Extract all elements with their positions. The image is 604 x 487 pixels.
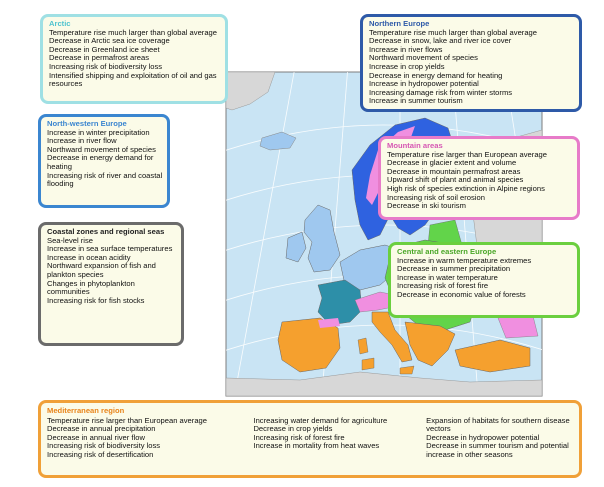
list-item: Decrease in summer tourism and potential increase in other seasons (426, 441, 569, 459)
central-eastern-europe-panel (388, 242, 580, 318)
mountain-areas-list (387, 151, 573, 211)
list-item: Increase in winter precipitation (47, 127, 150, 137)
list-item: Increasing risk of soil erosion (387, 192, 485, 202)
north-western-europe-title: North-western Europe (47, 119, 127, 128)
list-item: Increase in river flow (47, 136, 117, 146)
list-item: Increase in water temperature (397, 272, 498, 282)
list-item: Decrease in economic value of forests (397, 289, 526, 299)
mediterranean-columns (47, 417, 575, 460)
coastal-zones-panel (38, 222, 184, 346)
mediterranean-list-2 (253, 417, 418, 460)
mediterranean-panel (38, 400, 582, 478)
list-item: Increase in hydropower potential (369, 79, 479, 89)
northern-europe-panel (360, 14, 582, 112)
list-item: Increasing water demand for agriculture (253, 415, 388, 425)
list-item: Increasing risk of forest fire (397, 281, 489, 291)
list-item: Increasing damage risk from winter storms (369, 87, 513, 97)
arctic-title: Arctic (49, 19, 71, 28)
list-item: Increasing risk of river and coastal flooding (47, 170, 163, 189)
list-item: Increase in summer tourism (369, 96, 463, 106)
list-item: Temperature rise larger than European average (47, 415, 207, 425)
list-item: Northward movement of species (47, 144, 156, 154)
list-item: Decrease in permafrost areas (49, 53, 150, 63)
central-eastern-europe-list (397, 257, 573, 300)
mountain-areas-panel (378, 136, 580, 220)
list-item: Decrease in energy demand for heating (47, 153, 154, 171)
list-item: Decrease in crop yields (253, 424, 333, 434)
list-item: Sea-level rise (47, 235, 94, 245)
list-item: Decrease in ski tourism (387, 201, 466, 211)
coastal-zones-list (47, 237, 177, 306)
list-item: Temperature rise larger than European average (387, 149, 547, 159)
list-item: Changes in phytoplankton communities (47, 278, 135, 297)
coastal-zones-title: Coastal zones and regional seas (47, 227, 165, 236)
list-item: Temperature rise much larger than global average (49, 27, 217, 37)
list-item: Decrease in hydropower potential (426, 432, 540, 442)
northern-europe-title: Northern Europe (369, 19, 430, 28)
central-eastern-europe-title: Central and eastern Europe (397, 247, 497, 256)
list-item: Increase in crop yields (369, 61, 445, 71)
list-item: Decrease in annual precipitation (47, 424, 156, 434)
list-item: Increasing risk of forest fire (253, 432, 345, 442)
mediterranean-list-3 (426, 417, 575, 460)
list-item: Decrease in Arctic sea ice coverage (49, 36, 170, 46)
list-item: Increase in ocean acidity (47, 252, 131, 262)
list-item: Decrease in snow, lake and river ice cover (369, 36, 512, 46)
list-item: Decrease in mountain permafrost areas (387, 166, 521, 176)
list-item: Increasing risk of desertification (47, 449, 154, 459)
list-item: Expansion of habitats for southern disease vectors (426, 415, 570, 434)
list-item: Increasing risk of biodiversity loss (49, 61, 163, 71)
list-item: Northward expansion of fish and plankton species (47, 261, 156, 279)
list-item: Upward shift of plant and animal species (387, 175, 524, 185)
list-item: Decrease in summer precipitation (397, 264, 511, 274)
mediterranean-list-1 (47, 417, 245, 460)
list-item: Temperature rise much larger than global average (369, 27, 537, 37)
list-item: Intensified shipping and exploitation of oil and gas resources (49, 70, 217, 89)
list-item: Increase in sea surface temperatures (47, 244, 173, 254)
list-item: Increase in mortality from heat waves (253, 441, 380, 451)
list-item: Northward movement of species (369, 53, 478, 63)
list-item: Decrease in glacier extent and volume (387, 158, 517, 168)
arctic-list (49, 29, 221, 89)
north-western-europe-list (47, 129, 163, 189)
mountain-areas-title: Mountain areas (387, 141, 443, 150)
list-item: Increasing risk of biodiversity loss (47, 441, 161, 451)
list-item: Increase in river flows (369, 44, 443, 54)
list-item: Decrease in annual river flow (47, 432, 145, 442)
list-item: Decrease in energy demand for heating (369, 70, 503, 80)
arctic-panel (40, 14, 228, 104)
list-item: Increase in warm temperature extremes (397, 255, 532, 265)
north-western-europe-panel (38, 114, 170, 208)
northern-europe-list (369, 29, 575, 106)
mediterranean-title: Mediterranean region (47, 406, 125, 415)
list-item: Decrease in Greenland ice sheet (49, 44, 160, 54)
list-item: High risk of species extinction in Alpine regions (387, 183, 545, 193)
list-item: Increasing risk for fish stocks (47, 295, 145, 305)
